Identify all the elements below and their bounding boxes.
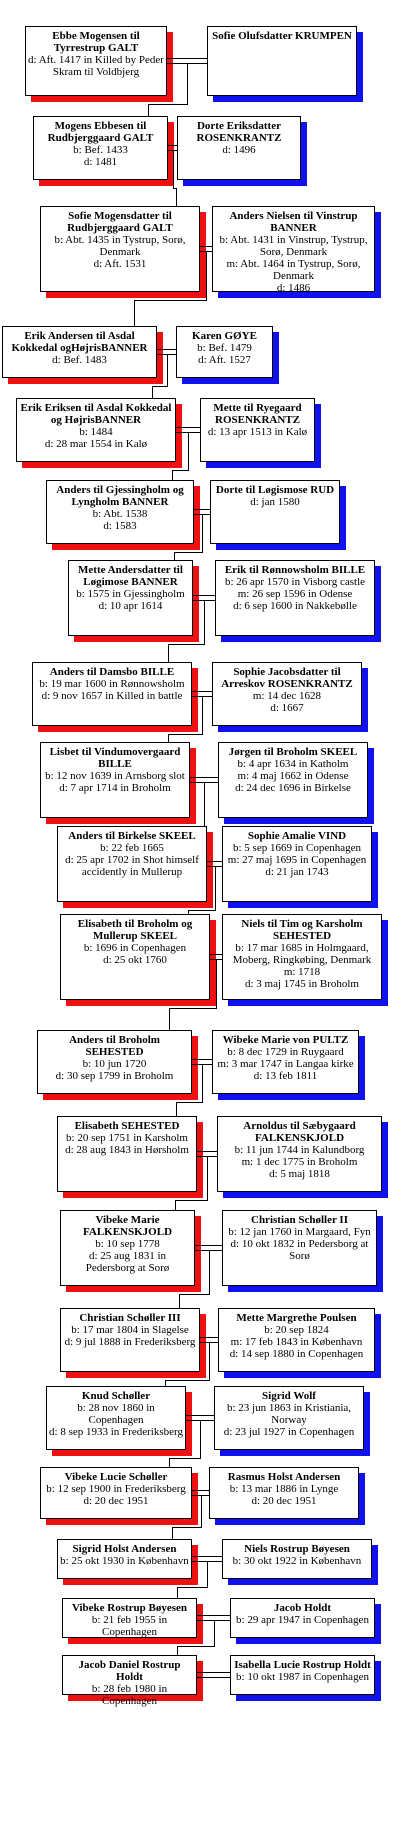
descent-line	[216, 959, 217, 1008]
descent-line	[168, 644, 169, 662]
person-box-mother[interactable]	[222, 1210, 377, 1286]
person-box-father[interactable]	[60, 914, 210, 1000]
person-name: Anders Nielsen til Vinstrup BANNER	[229, 210, 358, 234]
person-box-mother[interactable]	[230, 1655, 375, 1695]
couple-connector	[193, 595, 215, 596]
descent-line	[207, 1561, 208, 1587]
person-box-father[interactable]	[25, 26, 167, 96]
person-name: Ebbe Mogensen til Tyrrestrup GALT	[52, 30, 140, 54]
couple-connector	[176, 427, 200, 428]
person-name: Christian Schøller III	[79, 1312, 181, 1324]
person-box-father[interactable]	[40, 1467, 192, 1519]
life-event: b: 12 sep 1900 in Frederiksberg	[46, 1483, 186, 1495]
person-box-father[interactable]	[57, 1116, 197, 1192]
descent-line	[206, 251, 207, 300]
life-event: m: 14 dec 1628	[252, 690, 322, 702]
descent-line	[172, 470, 173, 480]
couple-connector	[207, 861, 222, 862]
life-event: d: Aft. 1527	[198, 354, 251, 366]
person-box-father[interactable]	[60, 1210, 195, 1286]
life-event: b: 23 jun 1863 in Kristiania, Norway	[226, 1402, 352, 1426]
life-event: b: 1484	[79, 426, 113, 438]
person-box-mother[interactable]	[212, 206, 375, 292]
couple-connector	[194, 509, 210, 510]
person-box-father[interactable]	[62, 1655, 197, 1707]
person-box-mother[interactable]	[200, 398, 315, 462]
person-box-mother[interactable]	[177, 116, 301, 180]
descent-line	[169, 1008, 170, 1030]
life-event: d: 21 jan 1743	[265, 866, 329, 878]
life-event: b: 11 jun 1744 in Kalundborg	[234, 1144, 365, 1156]
person-box-mother[interactable]	[218, 1308, 375, 1372]
descent-line	[148, 104, 188, 105]
life-event: d: 25 okt 1760	[103, 954, 167, 966]
life-event: d: 1486	[276, 282, 311, 294]
descent-line	[174, 552, 203, 553]
descent-line	[202, 696, 203, 734]
life-event: b: 1696 in Copenhagen	[83, 942, 187, 954]
descent-line	[177, 1587, 178, 1598]
person-box-mother[interactable]	[222, 1539, 372, 1579]
person-name: Sophie Amalie VIND	[247, 830, 347, 842]
couple-connector	[200, 246, 212, 247]
life-event: b: 12 jan 1760 in Margaard, Fyn	[228, 1226, 371, 1238]
descent-line	[201, 1495, 202, 1527]
life-event: d: 23 jul 1927 in Copenhagen	[223, 1426, 355, 1438]
person-box-father[interactable]	[37, 1030, 192, 1094]
life-event: m: 1 dec 1775 in Broholm	[241, 1156, 358, 1168]
descent-line	[179, 1294, 180, 1308]
person-name: Mette Margrethe Poulsen	[236, 1312, 357, 1324]
person-name: Jacob Holdt	[273, 1602, 332, 1614]
life-event: b: Abt. 1435 in Tystrup, Sorø, Denmark	[54, 234, 186, 258]
descent-line	[200, 1420, 201, 1458]
person-box-father[interactable]	[46, 1386, 186, 1450]
life-event: d: jan 1580	[250, 496, 300, 508]
life-event: b: 13 mar 1886 in Lynge	[229, 1483, 339, 1495]
person-box-father[interactable]	[40, 206, 200, 292]
person-name: Lisbet til Vindumovergaard BILLE	[49, 746, 181, 770]
life-event: b: 25 okt 1930 in København	[60, 1555, 189, 1567]
person-box-mother[interactable]	[207, 26, 357, 96]
life-event: d: 28 mar 1554 in Kalø	[44, 438, 148, 450]
person-box-mother[interactable]	[212, 662, 362, 726]
person-box-mother[interactable]	[214, 1386, 364, 1450]
person-box-father[interactable]	[33, 116, 168, 180]
person-name: Mette Andersdatter til Løgimose BANNER	[78, 564, 183, 588]
descent-line	[188, 910, 216, 911]
descent-line	[202, 1064, 203, 1102]
couple-connector	[192, 691, 212, 692]
couple-connector	[200, 1337, 218, 1338]
couple-connector	[197, 1677, 230, 1678]
life-event: m: Abt. 1464 in Tystrup, Sorø, Denmark	[226, 258, 361, 282]
life-event: m: 3 mar 1747 in Langaa kirke	[217, 1058, 354, 1070]
person-box-mother[interactable]	[230, 1598, 375, 1638]
descent-line	[202, 514, 203, 552]
person-name: Mogens Ebbesen til Rudbjerggaard GALT	[47, 120, 154, 144]
descent-line	[215, 866, 216, 910]
life-event: d: 6 sep 1600 in Nakkebølle	[233, 600, 357, 612]
person-name: Anders til Birkelse SKEEL	[68, 830, 196, 842]
person-box-mother[interactable]	[212, 1030, 359, 1094]
life-event: d: 25 aug 1831 in Pedersborg at Sorø	[85, 1250, 170, 1274]
person-name: Elisabeth SEHESTED	[74, 1120, 180, 1132]
person-box-father[interactable]	[57, 1539, 192, 1579]
descent-line	[176, 1102, 177, 1116]
person-name: Anders til Damsbo BILLE	[49, 666, 175, 678]
person-box-father[interactable]	[40, 742, 190, 818]
descent-line	[152, 386, 168, 387]
person-name: Isabella Lucie Rostrup Holdt	[234, 1659, 371, 1671]
life-event: b: 26 apr 1570 in Visborg castle	[224, 576, 366, 588]
person-name: Elisabeth til Broholm og Mullerup SKEEL	[77, 918, 193, 942]
descent-line	[169, 1008, 217, 1009]
person-name: Karen GØYE	[192, 330, 257, 342]
life-event: b: 20 sep 1751 in Karsholm	[66, 1132, 188, 1144]
descent-line	[172, 1527, 202, 1528]
person-name: Erik Andersen til Asdal Kokkedal ogHøjrisBANNER	[11, 330, 148, 354]
person-box-mother[interactable]	[210, 480, 340, 544]
person-box-father[interactable]	[16, 398, 176, 462]
person-name: Vibeke Rostrup Bøyesen	[71, 1602, 188, 1614]
descent-line	[169, 1458, 201, 1459]
person-name: Vibeke Marie FALKENSKJOLD	[82, 1214, 173, 1238]
life-event: b: 8 dec 1729 in Ruygaard	[227, 1046, 344, 1058]
descent-line	[167, 354, 168, 386]
life-event: b: 17 mar 1685 in Holmgaard, Moberg, Ringkøbing, Denmark	[232, 942, 372, 966]
life-event: d: 1667	[270, 702, 304, 714]
person-name: Anders til Broholm SEHESTED	[69, 1034, 160, 1058]
life-event: b: 10 okt 1987 in Copenhagen	[236, 1671, 369, 1683]
descent-line	[179, 1294, 210, 1295]
life-event: b: 30 okt 1922 in København	[232, 1555, 362, 1567]
life-event: d: Bef. 1483	[52, 354, 107, 366]
couple-connector	[186, 1415, 214, 1416]
person-box-father[interactable]	[57, 826, 207, 902]
life-event: d: 3 maj 1745 in Broholm	[245, 978, 359, 990]
descent-line	[176, 188, 177, 206]
couple-connector	[197, 1615, 230, 1616]
person-box-father[interactable]	[32, 662, 192, 726]
life-event: d: 1583	[103, 520, 137, 532]
life-event: b: 12 nov 1639 in Arnsborg slot	[45, 770, 185, 782]
couple-connector	[192, 1556, 222, 1557]
person-box-mother[interactable]	[218, 742, 368, 818]
person-name: Christian Schøller II	[251, 1214, 348, 1226]
life-event: d: 1481	[83, 156, 118, 168]
life-event: b: Bef. 1479	[197, 342, 252, 354]
life-event: d: 14 sep 1880 in Copenhagen	[229, 1348, 364, 1360]
life-event: m: 27 maj 1695 in Copenhagen	[227, 854, 367, 866]
life-event: b: 17 mar 1804 in Slagelse	[71, 1324, 189, 1336]
person-box-father[interactable]	[2, 326, 157, 378]
person-box-father[interactable]	[46, 480, 194, 544]
descent-line	[165, 1380, 210, 1381]
life-event: d: 30 sep 1799 in Broholm	[55, 1070, 174, 1082]
life-event: d: 1496	[222, 144, 256, 156]
life-event: m: 26 sep 1596 in Odense	[237, 588, 353, 600]
couple-connector	[210, 954, 222, 955]
descent-line	[172, 470, 189, 471]
descent-line	[148, 104, 149, 116]
life-event: d: 13 apr 1513 in Kalø	[207, 426, 308, 438]
person-box-mother[interactable]	[176, 326, 273, 378]
descent-line	[134, 300, 135, 326]
couple-connector	[192, 1490, 209, 1491]
life-event: b: Abt. 1431 in Vinstrup, Tystrup, Sorø, Denmark	[219, 234, 368, 258]
person-name: Wibeke Marie von PULTZ	[222, 1034, 349, 1046]
person-name: Erik til Rønnowsholm BILLE	[224, 564, 366, 576]
couple-connector	[167, 58, 207, 59]
couple-connector	[192, 1059, 212, 1060]
life-event: d: 25 apr 1702 in Shot himself accidently in Mullerup	[65, 854, 199, 878]
descent-line	[134, 300, 207, 301]
person-box-mother[interactable]	[217, 1116, 382, 1192]
life-event: d: 10 okt 1832 in Pedersborg at Sorø	[230, 1238, 369, 1262]
life-event: m: 4 maj 1662 in Odense	[237, 770, 349, 782]
life-event: d: 8 sep 1933 in Frederiksberg	[49, 1426, 183, 1438]
person-name: Rasmus Holst Andersen	[227, 1471, 341, 1483]
descent-line	[172, 1527, 173, 1539]
life-event: b: Bef. 1433	[73, 144, 128, 156]
life-event: b: 10 jun 1720	[82, 1058, 147, 1070]
person-name: Sofie Mogensdatter til Rudbjerggaard GALT	[67, 210, 173, 234]
person-name: Mette til Ryegaard ROSENKRANTZ	[213, 402, 302, 426]
life-event: m: 17 feb 1843 in København	[230, 1336, 363, 1348]
life-event: b: 1575 in Gjessingholm	[76, 588, 185, 600]
person-box-mother[interactable]	[222, 914, 382, 1000]
person-name: Niels til Tim og Karsholm SEHESTED	[241, 918, 363, 942]
descent-line	[188, 432, 189, 470]
person-box-father[interactable]	[62, 1598, 197, 1638]
person-name: Jørgen til Broholm SKEEL	[228, 746, 358, 758]
life-event: b: 10 sep 1778	[95, 1238, 160, 1250]
descent-line	[168, 644, 205, 645]
life-event: b: 29 apr 1947 in Copenhagen	[236, 1614, 369, 1626]
life-event: b: 21 feb 1955 in Copenhagen	[91, 1614, 168, 1638]
descent-line	[175, 1200, 208, 1201]
life-event: b: 28 nov 1860 in Copenhagen	[77, 1402, 155, 1426]
person-box-father[interactable]	[68, 560, 193, 636]
life-event: d: 9 nov 1657 in Killed in battle	[41, 690, 183, 702]
person-name: Erik Eriksen til Asdal Kokkedal og HøjrisBANNER	[20, 402, 172, 426]
descent-line	[207, 1156, 208, 1200]
descent-line	[209, 1342, 210, 1380]
person-name: Sophie Jacobsdatter til Arreskov ROSENKRANTZ	[221, 666, 353, 690]
person-name: Knud Schøller	[81, 1390, 151, 1402]
person-name: Dorte til Løgismose RUD	[215, 484, 335, 496]
descent-line	[173, 150, 174, 188]
person-box-mother[interactable]	[222, 826, 372, 902]
person-name: Vibeke Lucie Schøller	[64, 1471, 168, 1483]
descent-line	[209, 1250, 210, 1294]
couple-connector	[190, 777, 218, 778]
descent-line	[169, 1458, 170, 1467]
descent-line	[187, 63, 188, 104]
descent-line	[168, 734, 203, 735]
person-name: Sigrid Wolf	[262, 1390, 316, 1402]
person-name: Jacob Daniel Rostrup Holdt	[78, 1659, 181, 1683]
person-name: Sofie Olufsdatter KRUMPEN	[212, 30, 352, 42]
descent-line	[177, 1587, 208, 1588]
couple-connector	[197, 1672, 230, 1673]
person-name: Sigrid Holst Andersen	[72, 1543, 177, 1555]
life-event: b: 28 feb 1980 in Copenhagen	[91, 1683, 168, 1707]
descent-line	[214, 1620, 215, 1646]
descent-line	[168, 734, 169, 742]
life-event: b: Abt. 1538	[92, 508, 148, 520]
life-event: d: Aft. 1531	[93, 258, 147, 270]
descent-line	[175, 1200, 176, 1210]
descent-line	[177, 1646, 178, 1655]
life-event: b: 22 feb 1665	[100, 842, 164, 854]
descent-line	[204, 782, 205, 826]
person-name: Arnoldus til Sæbygaard FALKENSKJOLD	[243, 1120, 356, 1144]
descent-line	[176, 1102, 203, 1103]
life-event: d: 10 apr 1614	[98, 600, 163, 612]
life-event: b: 4 apr 1634 in Katholm	[237, 758, 349, 770]
descent-line	[177, 1646, 215, 1647]
life-event: d: 9 jul 1888 in Frederiksberg	[64, 1336, 196, 1348]
life-event: b: 20 sep 1824	[264, 1324, 329, 1336]
couple-connector	[195, 1245, 222, 1246]
descent-line	[174, 552, 175, 560]
life-event: d: 20 dec 1951	[83, 1495, 149, 1507]
person-name: Dorte Eriksdatter ROSENKRANTZ	[196, 120, 282, 144]
couple-connector	[168, 145, 177, 146]
life-event: d: 13 feb 1811	[253, 1070, 318, 1082]
person-name: Niels Rostrup Bøyesen	[244, 1543, 350, 1555]
person-box-mother[interactable]	[215, 560, 375, 636]
person-box-mother[interactable]	[209, 1467, 359, 1519]
life-event: d: 20 dec 1951	[251, 1495, 317, 1507]
descent-line	[204, 600, 205, 644]
life-event: d: 24 dec 1696 in Birkelse	[235, 782, 351, 794]
couple-connector	[197, 1151, 217, 1152]
couple-connector	[157, 349, 176, 350]
life-event: b: 19 mar 1600 in Rønnowsholm	[39, 678, 185, 690]
life-event: d: 28 aug 1843 in Hørsholm	[65, 1144, 189, 1156]
life-event: m: 1718	[283, 966, 321, 978]
descent-line	[152, 386, 153, 398]
person-name: Anders til Gjessingholm og Lyngholm BANNER	[56, 484, 184, 508]
life-event: b: 5 sep 1669 in Copenhagen	[232, 842, 361, 854]
life-event: d: 7 apr 1714 in Broholm	[59, 782, 171, 794]
life-event: d: 5 maj 1818	[269, 1168, 330, 1180]
life-event: d: Aft. 1417 in Killed by Peder Skram til Voldbjerg	[28, 54, 164, 78]
person-box-father[interactable]	[60, 1308, 200, 1372]
